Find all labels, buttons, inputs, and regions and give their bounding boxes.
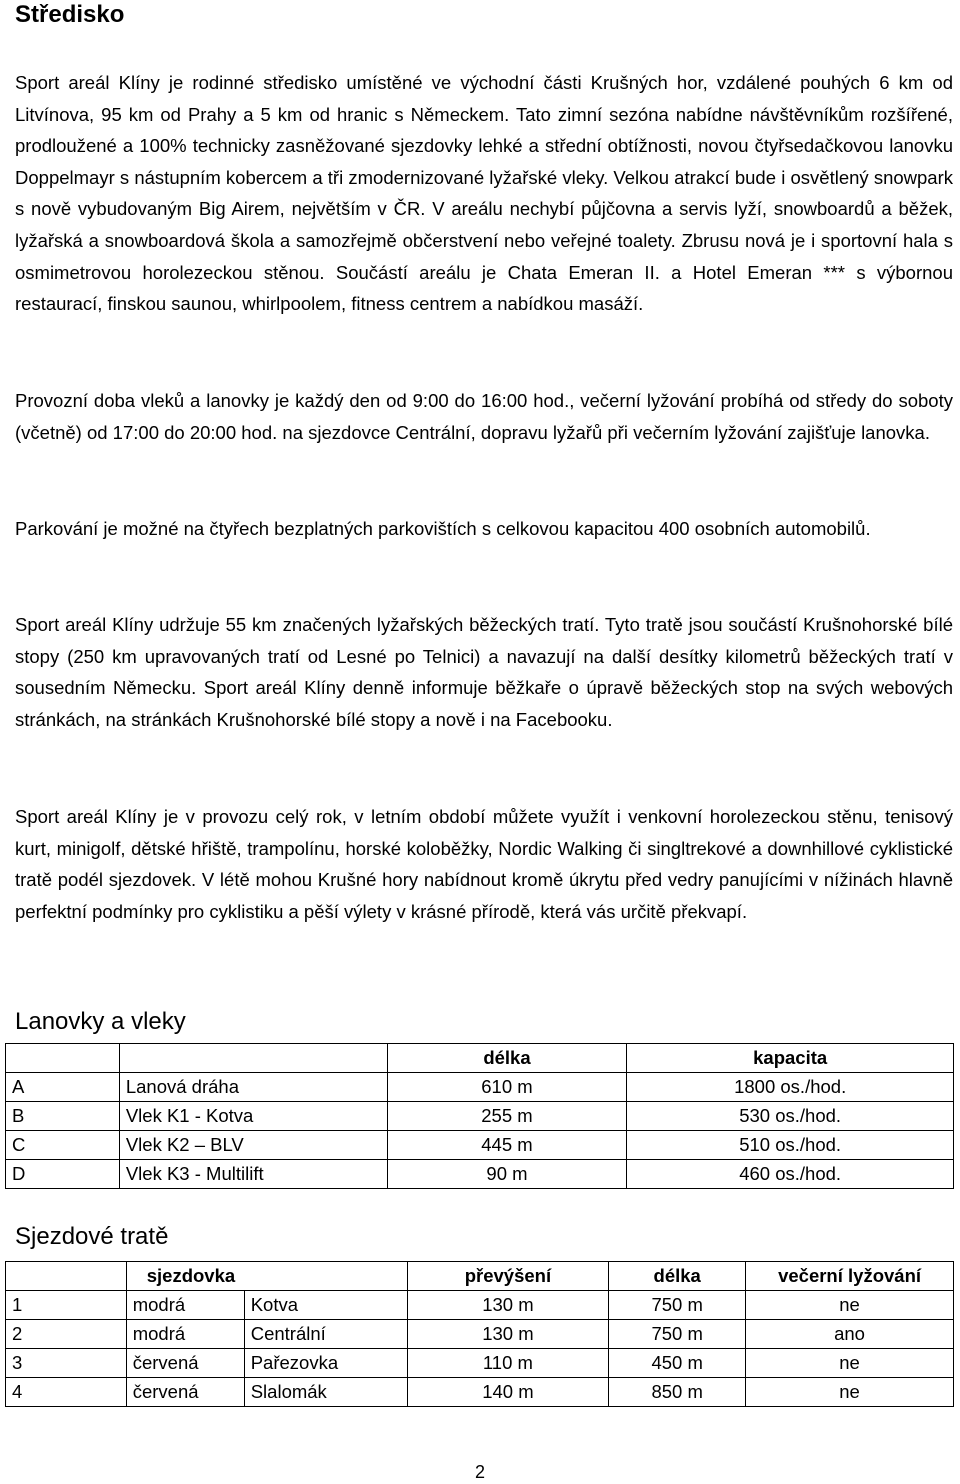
slope-number: 2 — [6, 1320, 127, 1349]
lift-length: 255 m — [387, 1102, 627, 1131]
slopes-header-cell — [244, 1262, 407, 1291]
lift-name: Lanová dráha — [119, 1073, 387, 1102]
paragraph-parking: Parkování je možné na čtyřech bezplatných parkovištích s celkovou kapacitou 400 osobních automobilů. — [15, 518, 871, 539]
slope-length: 850 m — [609, 1378, 746, 1407]
table-row — [6, 1131, 954, 1160]
slopes-header-cell — [6, 1262, 127, 1291]
slope-number: 4 — [6, 1378, 127, 1407]
slope-vertical-drop: 130 m — [407, 1291, 609, 1320]
slopes-header-night-skiing: večerní lyžování — [746, 1262, 954, 1291]
slope-difficulty: červená — [126, 1349, 244, 1378]
lifts-header-capacity: kapacita — [627, 1044, 954, 1073]
slope-night-skiing: ne — [746, 1378, 954, 1407]
table-row — [6, 1378, 954, 1407]
paragraph-cross-country: Sport areál Klíny udržuje 55 km značených lyžařských běžeckých tratí. Tyto tratě jsou součástí Krušnohorské bílé stopy (250 km upravovaných tratí od Lesné po Telnici) a navazují na další desítky kilometrů běžeckých tratí v sousedním Německu. Sport areál Klíny denně informuje běžkaře o úpravě běžeckých stop na svých webových stránkách, na stránkách Krušnohorské bílé stopy a nově i na Facebooku. — [15, 614, 953, 730]
heading-lanovky: Lanovky a vleky — [15, 1008, 186, 1035]
lift-id: A — [6, 1073, 120, 1102]
slopes-header-vertical-drop: převýšení — [407, 1262, 609, 1291]
slope-night-skiing: ne — [746, 1349, 954, 1378]
slope-name: Centrální — [244, 1320, 407, 1349]
slope-night-skiing: ne — [746, 1291, 954, 1320]
table-row — [6, 1349, 954, 1378]
lift-id: C — [6, 1131, 120, 1160]
table-row — [6, 1073, 954, 1102]
table-row — [6, 1320, 954, 1349]
lift-id: D — [6, 1160, 120, 1189]
lift-capacity: 510 os./hod. — [627, 1131, 954, 1160]
slope-vertical-drop: 140 m — [407, 1378, 609, 1407]
lift-name: Vlek K1 - Kotva — [119, 1102, 387, 1131]
lift-id: B — [6, 1102, 120, 1131]
slope-number: 3 — [6, 1349, 127, 1378]
table-row — [6, 1102, 954, 1131]
slopes-header-length: délka — [609, 1262, 746, 1291]
page-number: 2 — [474, 1462, 485, 1482]
lifts-header-cell — [119, 1044, 387, 1073]
heading-stredisko: Středisko — [15, 1, 125, 28]
lift-length: 90 m — [387, 1160, 627, 1189]
lifts-table — [5, 1043, 954, 1189]
slope-night-skiing: ano — [746, 1320, 954, 1349]
lifts-header-cell — [6, 1044, 120, 1073]
slope-number: 1 — [6, 1291, 127, 1320]
table-row — [6, 1160, 954, 1189]
paragraph-summer: Sport areál Klíny je v provozu celý rok, v letním období můžete využít i venkovní horolezeckou stěnu, tenisový kurt, minigolf, dětské hřiště, trampolínu, horské koloběžky, Nordic Walking či singltrekové a downhillové cyklistické tratě podél sjezdovek. V létě mohou Krušné hory nabídnout kromě úkrytu před vedry panujícími v nížinách hlavně perfektní podmínky pro cyklistiku a pěší výlety v krásné přírodě, která vás určitě překvapí. — [15, 806, 953, 922]
slope-length: 750 m — [609, 1291, 746, 1320]
lift-length: 445 m — [387, 1131, 627, 1160]
heading-sjezdove: Sjezdové tratě — [15, 1223, 169, 1250]
lift-capacity: 530 os./hod. — [627, 1102, 954, 1131]
slope-name: Kotva — [244, 1291, 407, 1320]
paragraph-intro: Sport areál Klíny je rodinné středisko umístěné ve východní části Krušných hor, vzdálené pouhých 6 km od Litvínova, 95 km od Prahy a 5 km od hranic s Německem. Tato zimní sezóna nabídne návštěvníkům rozšířené, prodloužené a 100% technicky zasněžované sjezdovky lehké a střední obtížnosti, novou čtyřsedačkovou lanovku Doppelmayr s nástupním kobercem a tři zmodernizované lyžařské vleky. Velkou atrakcí bude i osvětlený snowpark s nově vybudovaným Big Airem, největším v ČR. V areálu nechybí půjčovna a servis lyží, snowboardů a běžek, lyžařská a snowboardová škola a samozřejmě občerstvení nebo veřejné toalety. Zbrusu nová je i sportovní hala s osmimetrovou horolezeckou stěnou. Součástí areálu je Chata Emeran II. a Hotel Emeran *** s výbornou restaurací, finskou saunou, whirlpoolem, fitness centrem a nabídkou masáží. — [15, 72, 953, 315]
paragraph-opening-hours: Provozní doba vleků a lanovky je každý den od 9:00 do 16:00 hod., večerní lyžování probíhá od středy do soboty (včetně) od 17:00 do 20:00 hod. na sjezdovce Centrální, dopravu lyžařů při večerním lyžování zajišťuje lanovka. — [15, 390, 953, 443]
slopes-header-row — [6, 1262, 954, 1291]
slopes-table — [5, 1261, 954, 1407]
lift-capacity: 1800 os./hod. — [627, 1073, 954, 1102]
slope-difficulty: modrá — [126, 1291, 244, 1320]
lift-capacity: 460 os./hod. — [627, 1160, 954, 1189]
slope-length: 450 m — [609, 1349, 746, 1378]
lift-name: Vlek K2 – BLV — [119, 1131, 387, 1160]
slope-length: 750 m — [609, 1320, 746, 1349]
table-row — [6, 1291, 954, 1320]
slopes-header-slope: sjezdovka — [126, 1262, 244, 1291]
slope-vertical-drop: 130 m — [407, 1320, 609, 1349]
lift-name: Vlek K3 - Multilift — [119, 1160, 387, 1189]
slope-name: Pařezovka — [244, 1349, 407, 1378]
slope-name: Slalomák — [244, 1378, 407, 1407]
slope-vertical-drop: 110 m — [407, 1349, 609, 1378]
lift-length: 610 m — [387, 1073, 627, 1102]
lifts-header-length: délka — [387, 1044, 627, 1073]
slope-difficulty: červená — [126, 1378, 244, 1407]
lifts-header-row — [6, 1044, 954, 1073]
slope-difficulty: modrá — [126, 1320, 244, 1349]
